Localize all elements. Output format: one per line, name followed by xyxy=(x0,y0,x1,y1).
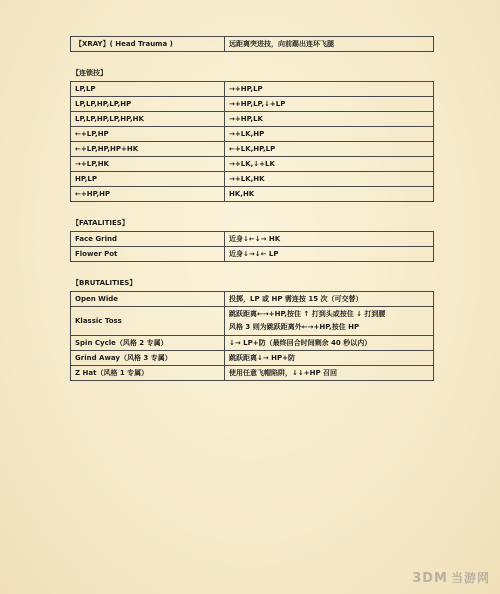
section-title-combos: 【连锁技】 xyxy=(72,69,107,77)
move-name: HP,LP xyxy=(71,172,225,187)
move-name: ←+LP,HP xyxy=(71,127,225,142)
combos-table xyxy=(70,81,434,202)
move-input: →+HP,LK xyxy=(225,112,434,127)
site-watermark xyxy=(412,569,490,586)
table-row xyxy=(71,187,434,202)
move-name: →+LP,HK xyxy=(71,157,225,172)
move-name: Klassic Toss xyxy=(71,307,225,336)
watermark-site-name: 当游网 xyxy=(450,571,490,585)
table-row xyxy=(71,351,434,366)
move-input: HK,HK xyxy=(225,187,434,202)
move-name: Face Grind xyxy=(71,232,225,247)
move-name: Grind Away（风格 3 专属） xyxy=(71,351,225,366)
table-row xyxy=(71,127,434,142)
move-name: Flower Pot xyxy=(71,247,225,262)
move-input: →+LK,HP xyxy=(225,127,434,142)
move-name: Z Hat（风格 1 专属） xyxy=(71,366,225,381)
table-row xyxy=(71,37,434,52)
move-input: →+HP,LP xyxy=(225,82,434,97)
move-input: 跳跃距离↓→ HP+防 xyxy=(225,351,434,366)
move-input: 近身↓←↓→ HK xyxy=(225,232,434,247)
table-row xyxy=(71,307,434,336)
move-input: →+LK,HK xyxy=(225,172,434,187)
table-row xyxy=(71,82,434,97)
table-row xyxy=(71,366,434,381)
move-input: ↓→ LP+防（最终回合时间剩余 40 秒以内） xyxy=(225,336,434,351)
brutalities-table xyxy=(70,291,434,381)
table-row xyxy=(71,142,434,157)
move-name: Open Wide xyxy=(71,292,225,307)
move-input: ←+LK,HP,LP xyxy=(225,142,434,157)
table-row xyxy=(71,292,434,307)
move-input: 近身↓→↓← LP xyxy=(225,247,434,262)
section-title-fatalities: 【FATALITIES】 xyxy=(72,219,129,227)
xray-table xyxy=(70,36,434,52)
move-name: ←+HP,HP xyxy=(71,187,225,202)
move-input: 投掷，LP 或 HP 需连按 15 次（可交替） xyxy=(225,292,434,307)
table-row xyxy=(71,336,434,351)
move-input: 远距离突进技，向前踢出连环飞腿 xyxy=(225,37,434,52)
watermark-logo: 3DM xyxy=(412,571,448,586)
move-name: LP,LP,HP,LP,HP xyxy=(71,97,225,112)
move-input xyxy=(225,307,434,336)
document-page xyxy=(70,36,432,381)
move-input: →+LK,↓+LK xyxy=(225,157,434,172)
move-name: LP,LP,HP,LP,HP,HK xyxy=(71,112,225,127)
table-row xyxy=(71,247,434,262)
fatalities-table xyxy=(70,231,434,262)
move-name: Spin Cycle（风格 2 专属） xyxy=(71,336,225,351)
table-row xyxy=(71,97,434,112)
move-input: →+HP,LP,↓+LP xyxy=(225,97,434,112)
move-input-line: 风格 3 则为跳跃距离外←→+HP,按住 HP xyxy=(229,323,360,331)
move-name: 【XRAY】( Head Trauma ) xyxy=(71,37,225,52)
move-name: LP,LP xyxy=(71,82,225,97)
table-row xyxy=(71,172,434,187)
section-title-brutalities: 【BRUTALITIES】 xyxy=(72,279,137,287)
table-row xyxy=(71,112,434,127)
table-row xyxy=(71,157,434,172)
move-name: ←+LP,HP,HP+HK xyxy=(71,142,225,157)
move-input: 使用任意飞帽陷阱，↓↓+HP 召回 xyxy=(225,366,434,381)
move-input-line: 跳跃距离←→+HP,按住 ↑ 打到头或按住 ↓ 打到腰 xyxy=(229,310,386,318)
table-row xyxy=(71,232,434,247)
